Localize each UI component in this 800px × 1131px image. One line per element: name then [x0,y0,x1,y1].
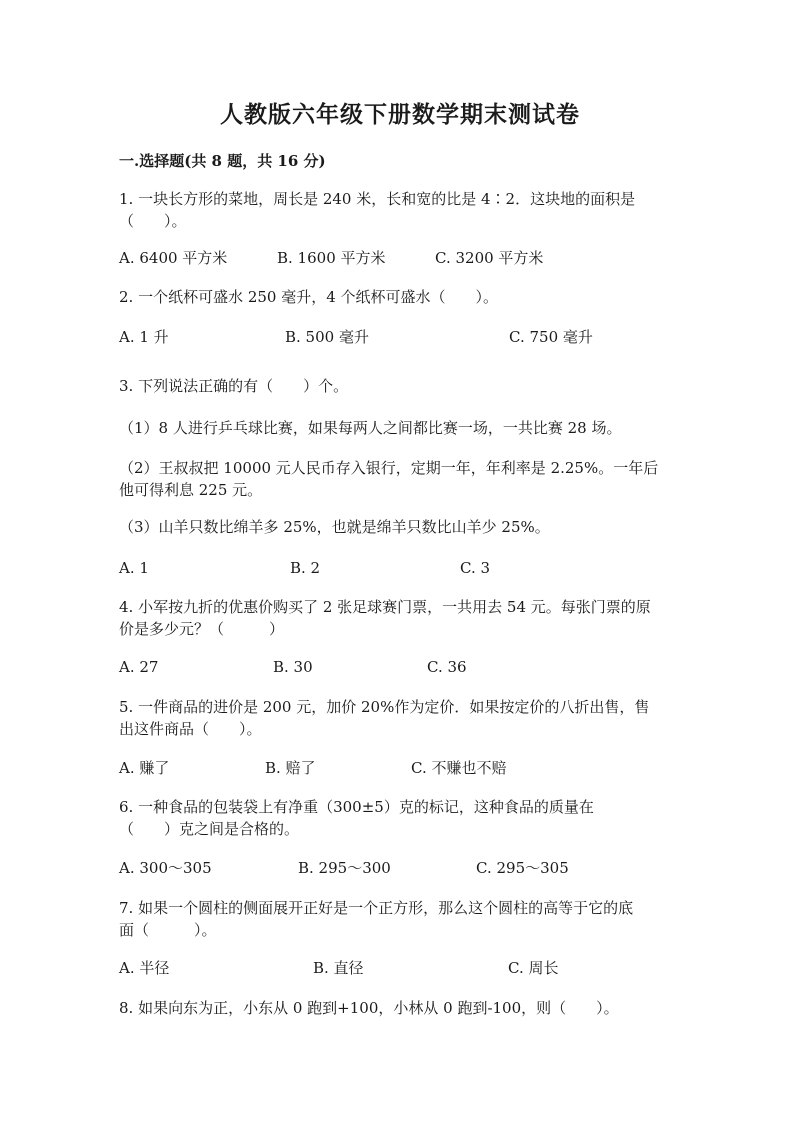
q5-options [0,757,800,779]
page-title: 人教版六年级下册数学期末测试卷 [220,101,580,128]
q7-option-c: C. 周长 [508,959,559,977]
q3-option-c: C. 3 [460,559,491,577]
q1-line-2: （ ）。 [119,212,187,230]
q2-option-a: A. 1 升 [119,328,169,346]
section-heading: 一.选择题(共 8 题，共 16 分) [119,152,326,170]
q4-option-b: B. 30 [273,658,313,676]
q1-options [0,247,800,269]
q5-line-2: 出这件商品（ ）。 [119,720,262,738]
q2-options [0,326,800,348]
q1-option-a: A. 6400 平方米 [119,249,228,267]
q1-option-b: B. 1600 平方米 [277,249,386,267]
q1-line-1: 1. 一块长方形的菜地，周长是 240 米，长和宽的比是 4∶2．这块地的面积是 [119,190,636,208]
q3-statement-3: （3）山羊只数比绵羊多 25%，也就是绵羊只数比山羊少 25%。 [119,518,550,536]
q2-option-b: B. 500 毫升 [285,328,369,346]
q6-option-c: C. 295～305 [476,859,569,877]
q4-option-c: C. 36 [427,658,467,676]
q7-line-1: 7. 如果一个圆柱的侧面展开正好是一个正方形，那么这个圆柱的高等于它的底 [119,899,634,917]
q3-line-1: 3. 下列说法正确的有（ ）个。 [119,377,349,395]
q3-statement-2-cont: 他可得利息 225 元。 [119,481,263,499]
q5-option-b: B. 赔了 [265,759,316,777]
q3-statement-2: （2）王叔叔把 10000 元人民币存入银行，定期一年，年利率是 2.25%。一年后 [119,459,659,477]
q7-line-2: 面（ ）。 [119,921,217,939]
q6-line-1: 6. 一种食品的包装袋上有净重（300±5）克的标记，这种食品的质量在 [119,798,594,816]
q7-option-b: B. 直径 [313,959,364,977]
q7-options [0,957,800,979]
q6-option-b: B. 295～300 [298,859,391,877]
q7-option-a: A. 半径 [119,959,170,977]
q2-option-c: C. 750 毫升 [509,328,593,346]
q6-options [0,857,800,879]
q5-option-c: C. 不赚也不赔 [411,759,507,777]
q1-option-c: C. 3200 平方米 [435,249,544,267]
q2-line-1: 2. 一个纸杯可盛水 250 毫升，4 个纸杯可盛水（ ）。 [119,288,499,306]
q3-statement-1: （1）8 人进行乒乓球比赛，如果每两人之间都比赛一场，一共比赛 28 场。 [119,419,622,437]
q4-line-1: 4. 小军按九折的优惠价购买了 2 张足球赛门票，一共用去 54 元。每张门票的原 [119,598,651,616]
q4-option-a: A. 27 [119,658,159,676]
q6-option-a: A. 300～305 [119,859,212,877]
q3-options [0,557,800,579]
q4-line-2: 价是多少元？（ ） [119,620,285,638]
q3-option-b: B. 2 [290,559,321,577]
q4-options [0,656,800,678]
q5-option-a: A. 赚了 [119,759,170,777]
q3-option-a: A. 1 [119,559,149,577]
q6-line-2: （ ）克之间是合格的。 [119,820,300,838]
q5-line-1: 5. 一件商品的进价是 200 元，加价 20%作为定价．如果按定价的八折出售，售 [119,698,650,716]
q8-line-1: 8. 如果向东为正，小东从 0 跑到+100，小林从 0 跑到-100，则（ ）。 [119,999,619,1017]
